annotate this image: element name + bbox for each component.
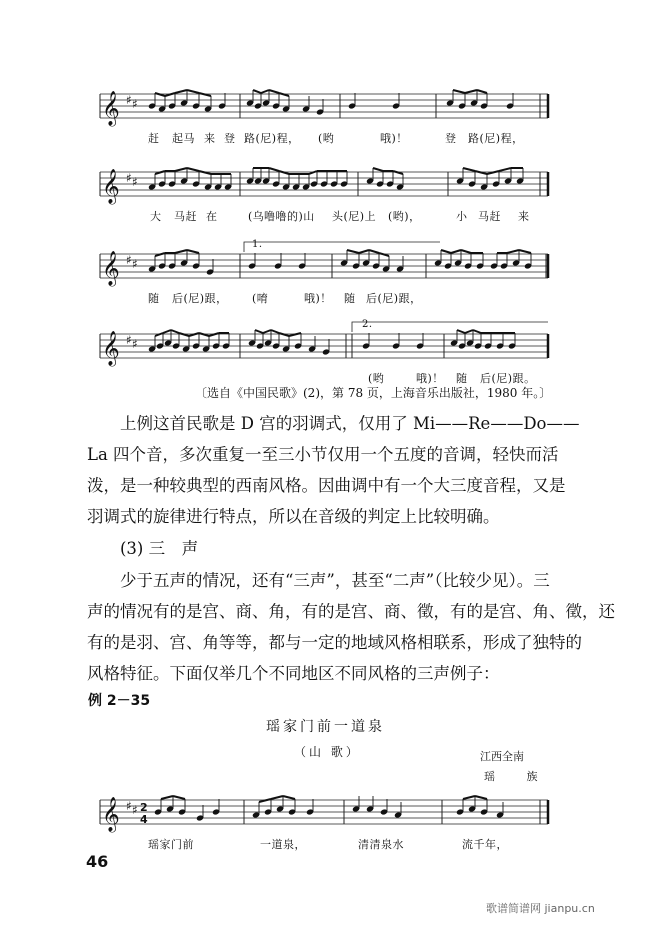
lyric-syllable: (乌	[248, 210, 265, 223]
text-line: 上例这首民歌是 D 宫的羽调式，仅用了 Mi——Re——Do——	[120, 414, 580, 433]
key-sharp-icon: ♯	[132, 257, 138, 271]
lyric-syllable: 噜噜的)山	[264, 210, 315, 223]
note-beam	[187, 250, 199, 253]
note-beam	[369, 250, 379, 253]
lyrics-line-1	[100, 130, 550, 148]
key-sharp-icon: ♯	[132, 97, 138, 111]
note-beam	[175, 90, 187, 93]
note-beam	[309, 171, 317, 174]
music-staff-5	[100, 792, 550, 832]
lyric-syllable: (唷	[252, 292, 269, 305]
text-line: (3) 三 声	[120, 539, 199, 558]
lyrics-line-3	[100, 290, 550, 308]
note-beam	[279, 93, 289, 96]
lyric-syllable: 一道泉，	[260, 838, 306, 851]
note-beam	[199, 171, 211, 174]
time-signature-bottom: 4	[140, 813, 148, 826]
lyric-syllable: 哦)！	[380, 132, 408, 145]
treble-clef-icon: 𝄞	[102, 91, 120, 126]
lyric-syllable: 随	[148, 292, 160, 305]
staff-system-3	[100, 239, 550, 306]
note-beam	[453, 90, 465, 93]
staff-system-1	[100, 86, 550, 146]
text-line: La 四个音，多次重复一至三小节仅用一个五度的音调，轻快而活	[87, 445, 559, 464]
lyric-syllable: 赶	[148, 132, 160, 145]
text-line: 羽调式的旋律进行特点，所以在音级的判定上比较明确。	[87, 507, 500, 526]
lyric-syllable: 路(尼)程，	[468, 132, 524, 145]
note-beam	[209, 333, 219, 336]
key-sharp-icon: ♯	[126, 333, 132, 347]
note-beam	[155, 93, 165, 96]
song-genre: （山 歌）	[294, 745, 361, 759]
note-beam	[475, 171, 487, 174]
note-beam	[475, 796, 487, 799]
note-beam	[255, 330, 263, 333]
note-beam	[155, 171, 165, 174]
note-beam	[259, 799, 271, 802]
note-beam	[279, 171, 289, 174]
paragraph-three-tones	[87, 565, 615, 689]
lyric-syllable: 后(尼)跟。	[480, 372, 536, 385]
note-beam	[507, 250, 519, 253]
note-beam	[463, 168, 475, 171]
note-beam	[279, 333, 289, 336]
note-beam	[171, 330, 179, 333]
paragraph-analysis	[87, 408, 580, 532]
lyrics-line-2	[100, 208, 550, 226]
lyric-syllable: 来	[204, 132, 216, 145]
note-beam	[179, 333, 189, 336]
note-beam	[441, 250, 451, 253]
note-beam	[175, 168, 187, 171]
text-line: 风格特征。下面仅举几个不同地区不同风格的三声例子：	[87, 664, 500, 683]
lyric-syllable: 小	[456, 210, 468, 223]
site-watermark: 歌谱简谱网 jianpu.cn	[486, 902, 595, 915]
music-staff-2	[100, 164, 550, 204]
lyric-syllable: (哟	[368, 372, 385, 385]
note-beam	[519, 250, 531, 253]
note-beam	[477, 90, 487, 93]
source-citation: 〔选自《中国民歌》(2)，第 78 页，上海音乐出版社，1980 年。〕	[195, 386, 552, 400]
lyric-syllable: 头(尼)上	[332, 210, 377, 223]
note-beam	[373, 168, 383, 171]
note-beam	[463, 796, 475, 799]
lyric-syllable: 流千年，	[462, 838, 508, 851]
note-beam	[155, 253, 165, 256]
note-beam	[461, 250, 471, 253]
lyric-syllable: 大	[150, 210, 162, 223]
note-beam	[187, 168, 199, 171]
note-beam	[199, 333, 209, 336]
lyric-syllable: 哦)！	[304, 292, 332, 305]
note-beam	[359, 250, 369, 253]
lyric-syllable: 来	[518, 210, 530, 223]
lyric-syllable: 登	[224, 132, 236, 145]
lyric-syllable: 马赶	[174, 210, 197, 223]
note-beam	[289, 333, 301, 336]
music-staff-4	[100, 326, 550, 366]
lyric-syllable: 马赶	[478, 210, 501, 223]
treble-clef-icon: 𝄞	[102, 251, 120, 286]
text-line: 泼，是一种较典型的西南风格。因曲调中有一个大三度音程，又是	[87, 476, 566, 495]
lyric-syllable: 清清泉水	[358, 838, 404, 851]
music-staff-1	[100, 86, 550, 126]
note-beam	[379, 253, 389, 256]
song-ethnic: 瑶 族	[484, 770, 552, 783]
lyric-syllable: 起马	[172, 132, 195, 145]
lyric-syllable: 后(尼)跟，	[172, 292, 228, 305]
note-beam	[187, 90, 199, 93]
key-sharp-icon: ♯	[126, 799, 132, 813]
staff-system-4	[100, 319, 550, 386]
key-sharp-icon: ♯	[132, 175, 138, 189]
staff-system-2	[100, 164, 550, 224]
music-staff-3	[100, 246, 550, 286]
volta-bracket-label: 2.	[362, 319, 373, 330]
volta-bracket-label: 1.	[252, 239, 263, 250]
note-beam	[263, 330, 271, 333]
lyric-syllable: 随	[344, 292, 356, 305]
note-beam	[451, 250, 461, 253]
note-beam	[271, 330, 279, 333]
note-beam	[393, 171, 403, 174]
staff-system-5	[100, 792, 550, 852]
text-line: 少于五声的情况，还有“三声”，甚至“二声”（比较少见）。三	[120, 571, 550, 590]
time-signature-top: 2	[140, 801, 148, 814]
note-beam	[347, 250, 359, 253]
note-beam	[269, 168, 279, 171]
lyric-syllable: 登	[445, 132, 457, 145]
song-title: 瑶家门前一道泉	[266, 719, 385, 735]
key-sharp-icon: ♯	[132, 337, 138, 351]
text-line: 有的是羽、宫、角等等，都与一定的地域风格相联系，形成了独特的	[87, 633, 582, 652]
treble-clef-icon: 𝄞	[102, 169, 120, 204]
note-beam	[163, 330, 171, 333]
lyrics-line-5	[100, 836, 550, 854]
note-beam	[155, 333, 163, 336]
key-sharp-icon: ♯	[126, 93, 132, 107]
note-beam	[271, 796, 283, 799]
lyric-syllable: 后(尼)跟，	[366, 292, 422, 305]
volta-bracket	[352, 322, 548, 332]
text-line: 声的情况有的是宫、商、角，有的是宫、商、徵，有的是宫、角、徵，还	[87, 602, 615, 621]
lyric-syllable: (哟	[318, 132, 335, 145]
key-sharp-icon: ♯	[126, 171, 132, 185]
key-sharp-icon: ♯	[132, 803, 138, 817]
section-heading	[87, 533, 557, 564]
note-beam	[465, 330, 473, 333]
lyric-syllable: 路(尼)程，	[244, 132, 300, 145]
example-label: 例 2－35	[88, 693, 151, 709]
note-beam	[175, 250, 187, 253]
lyric-syllable: 随	[456, 372, 468, 385]
note-beam	[269, 90, 279, 93]
note-beam	[465, 90, 477, 93]
note-beam	[165, 93, 175, 96]
lyric-syllable: 瑶家门前	[148, 838, 194, 851]
lyric-syllable: 哦)！	[416, 372, 444, 385]
note-beam	[199, 93, 211, 96]
note-beam	[253, 90, 261, 93]
note-beam	[173, 796, 185, 799]
song-region: 江西全南	[480, 750, 524, 763]
volta-bracket	[244, 242, 440, 252]
note-beam	[487, 171, 499, 174]
treble-clef-icon: 𝄞	[102, 331, 120, 366]
note-beam	[283, 796, 295, 799]
note-beam	[473, 330, 481, 333]
page-number: 46	[86, 852, 109, 871]
lyric-syllable: (哟)，	[388, 210, 421, 223]
note-beam	[499, 168, 511, 171]
treble-clef-icon: 𝄞	[102, 797, 120, 832]
note-beam	[261, 90, 269, 93]
note-beam	[189, 333, 199, 336]
note-beam	[161, 796, 173, 799]
key-sharp-icon: ♯	[126, 253, 132, 267]
note-beam	[457, 330, 465, 333]
lyric-syllable: 在	[206, 210, 218, 223]
